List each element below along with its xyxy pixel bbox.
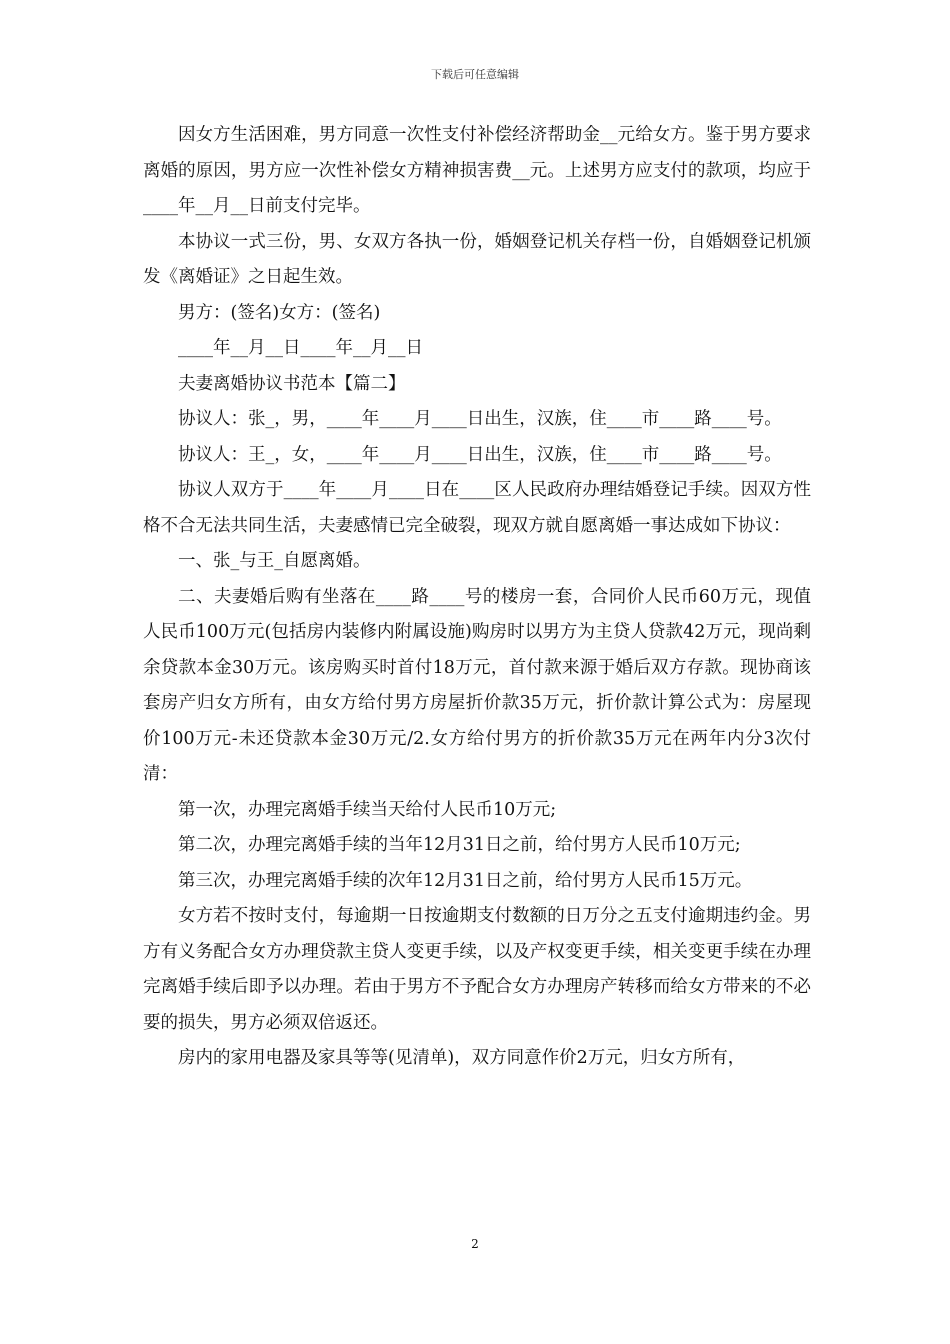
clause-one: 一、张_与王_自愿离婚。: [178, 551, 371, 571]
paragraph-party-zhang: 协议人：张_，男，____年____月____日出生，汉族，住____市____路____号。: [178, 409, 782, 429]
paragraph-late-payment: 女方若不按时支付，每逾期一日按逾期支付数额的日万分之五支付逾期违约金。男方有义务配合女方办理贷款主贷人变更手续，以及产权变更手续，相关变更手续在办理完离婚手续后即予以办理。若由于男方不予配合女方办理房产转移而给女方带来的不必要的损失，男方必须双倍返还。: [143, 906, 811, 1033]
clause-two-property: 二、夫妻婚后购有坐落在____路____号的楼房一套，合同价人民币60万元，现值人民币100万元(包括房内装修内附属设施)购房时以男方为主贷人贷款42万元，现尚剩余贷款本金30万元。该房购买时首付18万元，首付款来源于婚后双方存款。现协商该套房产归女方所有，由女方给付男方房屋折价款35万元，折价款计算公式为：房屋现价100万元-未还贷款本金30万元/2.女方给付男方的折价款35万元在两年内分3次付清：: [143, 586, 811, 784]
paragraph-party-wang: 协议人：王_，女，____年____月____日出生，汉族，住____市____路____号。: [178, 444, 782, 465]
payment-first: 第一次，办理完离婚手续当天给付人民币10万元;: [178, 799, 557, 820]
payment-second: 第二次，办理完离婚手续的当年12月31日之前，给付男方人民币10万元;: [178, 835, 741, 855]
section-title-part-two: 夫妻离婚协议书范本【篇二】: [178, 373, 406, 394]
paragraph-compensation: 因女方生活困难，男方同意一次性支付补偿经济帮助金__元给女方。鉴于男方要求离婚的原因，男方应一次性补偿女方精神损害费__元。上述男方应支付的款项，均应于____年__月__日前支付完毕。: [143, 125, 811, 216]
paragraph-dates: ____年__月__日____年__月__日: [178, 338, 423, 358]
paragraph-signatures: 男方：(签名)女方：(签名): [178, 302, 381, 323]
payment-third: 第三次，办理完离婚手续的次年12月31日之前，给付男方人民币15万元。: [178, 870, 753, 891]
paragraph-appliances: 房内的家用电器及家具等等(见清单)，双方同意作价2万元，归女方所有，: [178, 1048, 746, 1068]
paragraph-marriage-registration: 协议人双方于____年____月____日在____区人民政府办理结婚登记手续。因双方性格不合无法共同生活，夫妻感情已完全破裂，现双方就自愿离婚一事达成如下协议：: [143, 480, 811, 536]
paragraph-copies: 本协议一式三份，男、女双方各执一份，婚姻登记机关存档一份，自婚姻登记机颁发《离婚证》之日起生效。: [143, 231, 811, 287]
document-body: [143, 118, 811, 1077]
page-header: 下载后可任意编辑: [431, 68, 519, 81]
page-number: 2: [471, 1237, 479, 1251]
